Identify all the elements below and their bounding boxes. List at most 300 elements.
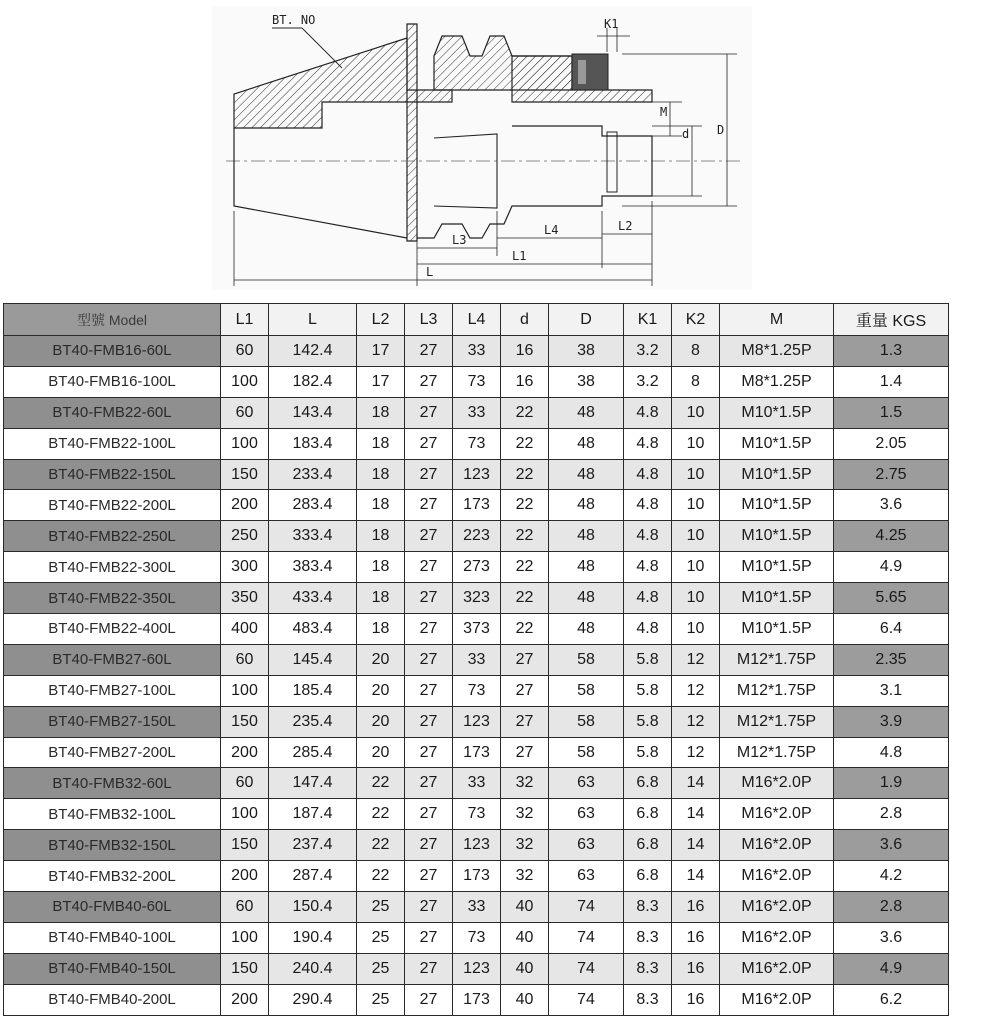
- cell-l2: 18: [357, 397, 405, 428]
- cell-k2: 16: [672, 953, 720, 984]
- cell-weight: 2.8: [834, 799, 949, 830]
- table-row: [4, 521, 949, 552]
- cell-l2: 25: [357, 922, 405, 953]
- key-block: [572, 54, 608, 90]
- table-row: [4, 799, 949, 830]
- table-row: [4, 768, 949, 799]
- cell-D: 63: [549, 768, 624, 799]
- cell-l1: 200: [221, 861, 269, 892]
- cell-d: 22: [501, 614, 549, 645]
- cell-m: M12*1.75P: [720, 675, 834, 706]
- table-row: [4, 614, 949, 645]
- cell-l4: 73: [453, 922, 501, 953]
- cell-l: 235.4: [269, 706, 357, 737]
- cell-weight: 3.6: [834, 490, 949, 521]
- cell-l4: 33: [453, 644, 501, 675]
- cell-l1: 300: [221, 552, 269, 583]
- cell-l3: 27: [405, 644, 453, 675]
- label-l: L: [426, 265, 434, 279]
- table-row: [4, 490, 949, 521]
- cell-weight: 4.9: [834, 552, 949, 583]
- table-row: [4, 397, 949, 428]
- cell-m: M10*1.5P: [720, 428, 834, 459]
- cell-model: BT40-FMB22-150L: [4, 459, 221, 490]
- cell-m: M16*2.0P: [720, 768, 834, 799]
- cell-k1: 4.8: [624, 521, 672, 552]
- cell-k2: 16: [672, 922, 720, 953]
- cell-weight: 3.1: [834, 675, 949, 706]
- lower-outline: [234, 126, 652, 238]
- cell-l2: 20: [357, 644, 405, 675]
- cell-l1: 200: [221, 984, 269, 1015]
- cell-m: M16*2.0P: [720, 984, 834, 1015]
- cell-weight: 4.25: [834, 521, 949, 552]
- cell-k2: 10: [672, 397, 720, 428]
- cell-l: 290.4: [269, 984, 357, 1015]
- cell-l4: 373: [453, 614, 501, 645]
- label-d: d: [682, 127, 690, 141]
- header-m: M: [720, 304, 834, 336]
- cell-l: 333.4: [269, 521, 357, 552]
- cell-m: M16*2.0P: [720, 892, 834, 923]
- cell-model: BT40-FMB27-200L: [4, 737, 221, 768]
- cell-D: 63: [549, 799, 624, 830]
- cell-D: 58: [549, 644, 624, 675]
- cell-m: M10*1.5P: [720, 521, 834, 552]
- cell-l1: 60: [221, 336, 269, 367]
- cell-model: BT40-FMB32-150L: [4, 830, 221, 861]
- table-row: [4, 922, 949, 953]
- table-row: [4, 706, 949, 737]
- header-k2: K2: [672, 304, 720, 336]
- cell-l: 237.4: [269, 830, 357, 861]
- cell-k1: 5.8: [624, 644, 672, 675]
- cell-k1: 3.2: [624, 366, 672, 397]
- cell-d: 22: [501, 397, 549, 428]
- cell-weight: 6.4: [834, 614, 949, 645]
- cell-k1: 5.8: [624, 706, 672, 737]
- cell-l3: 27: [405, 768, 453, 799]
- cell-l3: 27: [405, 706, 453, 737]
- cell-l4: 323: [453, 583, 501, 614]
- cell-k1: 8.3: [624, 953, 672, 984]
- cell-weight: 4.9: [834, 953, 949, 984]
- cell-l3: 27: [405, 552, 453, 583]
- header-l2: L2: [357, 304, 405, 336]
- cell-k2: 14: [672, 768, 720, 799]
- label-bt-no: BT. NO: [272, 13, 316, 27]
- cell-l3: 27: [405, 953, 453, 984]
- cell-l3: 27: [405, 614, 453, 645]
- cell-l2: 18: [357, 521, 405, 552]
- cell-D: 38: [549, 336, 624, 367]
- cell-l2: 25: [357, 892, 405, 923]
- cell-m: M10*1.5P: [720, 583, 834, 614]
- cell-k1: 4.8: [624, 614, 672, 645]
- cell-l1: 60: [221, 397, 269, 428]
- cell-weight: 4.8: [834, 737, 949, 768]
- cell-d: 32: [501, 768, 549, 799]
- cell-m: M10*1.5P: [720, 614, 834, 645]
- cell-D: 74: [549, 922, 624, 953]
- cell-model: BT40-FMB40-150L: [4, 953, 221, 984]
- cell-l3: 27: [405, 675, 453, 706]
- cell-l2: 22: [357, 830, 405, 861]
- cell-m: M8*1.25P: [720, 336, 834, 367]
- cell-l: 483.4: [269, 614, 357, 645]
- cell-weight: 1.9: [834, 768, 949, 799]
- cell-model: BT40-FMB27-150L: [4, 706, 221, 737]
- taper-section: [234, 38, 452, 128]
- cell-k2: 8: [672, 366, 720, 397]
- cell-l4: 173: [453, 984, 501, 1015]
- cell-l3: 27: [405, 397, 453, 428]
- cell-l3: 27: [405, 861, 453, 892]
- cell-k1: 4.8: [624, 583, 672, 614]
- cell-l2: 20: [357, 737, 405, 768]
- cell-l2: 17: [357, 366, 405, 397]
- cell-k2: 16: [672, 892, 720, 923]
- header-l: L: [269, 304, 357, 336]
- cell-l4: 33: [453, 892, 501, 923]
- cell-D: 48: [549, 397, 624, 428]
- cell-k1: 8.3: [624, 922, 672, 953]
- cell-model: BT40-FMB27-100L: [4, 675, 221, 706]
- cell-D: 74: [549, 953, 624, 984]
- cell-l3: 27: [405, 922, 453, 953]
- spec-table: [3, 303, 949, 1016]
- cell-k1: 6.8: [624, 768, 672, 799]
- cell-model: BT40-FMB40-200L: [4, 984, 221, 1015]
- cell-model: BT40-FMB27-60L: [4, 644, 221, 675]
- cell-d: 22: [501, 428, 549, 459]
- cell-l1: 400: [221, 614, 269, 645]
- cell-m: M16*2.0P: [720, 922, 834, 953]
- cell-l2: 18: [357, 459, 405, 490]
- cell-D: 48: [549, 552, 624, 583]
- cell-l: 143.4: [269, 397, 357, 428]
- cell-l: 233.4: [269, 459, 357, 490]
- cell-l2: 20: [357, 706, 405, 737]
- cell-model: BT40-FMB22-300L: [4, 552, 221, 583]
- cell-model: BT40-FMB22-250L: [4, 521, 221, 552]
- cell-l4: 223: [453, 521, 501, 552]
- cell-d: 22: [501, 490, 549, 521]
- cell-model: BT40-FMB32-60L: [4, 768, 221, 799]
- cell-l4: 73: [453, 675, 501, 706]
- cell-k1: 4.8: [624, 552, 672, 583]
- label-D: D: [717, 123, 725, 137]
- cell-k2: 12: [672, 737, 720, 768]
- cell-k2: 16: [672, 984, 720, 1015]
- cell-l2: 22: [357, 799, 405, 830]
- cell-k1: 5.8: [624, 737, 672, 768]
- label-k1: K1: [604, 17, 619, 31]
- cell-k2: 10: [672, 552, 720, 583]
- cell-D: 58: [549, 737, 624, 768]
- cell-D: 74: [549, 984, 624, 1015]
- header-model: 型號 Model: [4, 304, 221, 336]
- cell-k2: 14: [672, 799, 720, 830]
- cell-d: 22: [501, 521, 549, 552]
- cell-l: 433.4: [269, 583, 357, 614]
- tool-holder-drawing: [212, 6, 752, 290]
- flange-section: [407, 24, 417, 241]
- cell-l3: 27: [405, 366, 453, 397]
- header-d: d: [501, 304, 549, 336]
- cell-k2: 14: [672, 830, 720, 861]
- cell-l3: 27: [405, 428, 453, 459]
- cell-weight: 3.9: [834, 706, 949, 737]
- cell-l4: 123: [453, 459, 501, 490]
- cell-l: 142.4: [269, 336, 357, 367]
- inner-bore: [434, 134, 497, 208]
- cell-model: BT40-FMB40-100L: [4, 922, 221, 953]
- cell-l4: 173: [453, 490, 501, 521]
- table-row: [4, 830, 949, 861]
- label-m: M: [660, 105, 668, 119]
- cell-l3: 27: [405, 490, 453, 521]
- cell-weight: 1.4: [834, 366, 949, 397]
- cell-m: M12*1.75P: [720, 706, 834, 737]
- table-row: [4, 984, 949, 1015]
- cell-k2: 10: [672, 428, 720, 459]
- cell-D: 58: [549, 706, 624, 737]
- cell-l4: 273: [453, 552, 501, 583]
- cell-l2: 25: [357, 984, 405, 1015]
- cell-l2: 18: [357, 583, 405, 614]
- cell-k1: 5.8: [624, 675, 672, 706]
- cell-l4: 73: [453, 366, 501, 397]
- cell-l1: 150: [221, 953, 269, 984]
- cell-l3: 27: [405, 830, 453, 861]
- cell-k1: 6.8: [624, 830, 672, 861]
- cell-l2: 22: [357, 768, 405, 799]
- cell-weight: 3.6: [834, 830, 949, 861]
- cell-weight: 4.2: [834, 861, 949, 892]
- cell-model: BT40-FMB22-60L: [4, 397, 221, 428]
- cell-d: 32: [501, 830, 549, 861]
- cell-l2: 18: [357, 428, 405, 459]
- cell-l1: 100: [221, 799, 269, 830]
- cell-l4: 173: [453, 737, 501, 768]
- cell-d: 27: [501, 675, 549, 706]
- cell-l3: 27: [405, 336, 453, 367]
- cell-model: BT40-FMB32-100L: [4, 799, 221, 830]
- cell-k2: 12: [672, 644, 720, 675]
- cell-m: M10*1.5P: [720, 490, 834, 521]
- cell-l3: 27: [405, 892, 453, 923]
- table-row: [4, 583, 949, 614]
- table-header-row: [4, 304, 949, 336]
- cell-l2: 20: [357, 675, 405, 706]
- cell-D: 48: [549, 583, 624, 614]
- cell-l2: 17: [357, 336, 405, 367]
- cell-weight: 2.35: [834, 644, 949, 675]
- cell-l1: 150: [221, 459, 269, 490]
- cell-model: BT40-FMB22-100L: [4, 428, 221, 459]
- label-l2: L2: [618, 219, 633, 233]
- cell-k1: 4.8: [624, 428, 672, 459]
- cell-d: 22: [501, 459, 549, 490]
- table-row: [4, 892, 949, 923]
- cell-l2: 18: [357, 490, 405, 521]
- cell-l: 285.4: [269, 737, 357, 768]
- table-row: [4, 737, 949, 768]
- cell-d: 32: [501, 799, 549, 830]
- table-row: [4, 336, 949, 367]
- cell-weight: 3.6: [834, 922, 949, 953]
- cell-l3: 27: [405, 521, 453, 552]
- label-l3: L3: [452, 233, 467, 247]
- cell-d: 16: [501, 336, 549, 367]
- cell-l1: 100: [221, 922, 269, 953]
- cell-l2: 18: [357, 552, 405, 583]
- table-row: [4, 459, 949, 490]
- cell-D: 58: [549, 675, 624, 706]
- cell-k2: 12: [672, 706, 720, 737]
- cell-k2: 10: [672, 490, 720, 521]
- header-k1: K1: [624, 304, 672, 336]
- cell-m: M16*2.0P: [720, 799, 834, 830]
- cell-l: 187.4: [269, 799, 357, 830]
- cell-l1: 100: [221, 428, 269, 459]
- table-row: [4, 953, 949, 984]
- cell-D: 48: [549, 459, 624, 490]
- cell-l1: 60: [221, 768, 269, 799]
- cell-l3: 27: [405, 799, 453, 830]
- cell-k1: 3.2: [624, 336, 672, 367]
- cell-l: 287.4: [269, 861, 357, 892]
- cell-k2: 10: [672, 459, 720, 490]
- cell-l3: 27: [405, 737, 453, 768]
- cell-weight: 5.65: [834, 583, 949, 614]
- cell-l1: 350: [221, 583, 269, 614]
- cell-D: 48: [549, 490, 624, 521]
- cell-l: 190.4: [269, 922, 357, 953]
- cell-l4: 123: [453, 953, 501, 984]
- cell-l1: 60: [221, 892, 269, 923]
- cell-l: 185.4: [269, 675, 357, 706]
- cell-l3: 27: [405, 459, 453, 490]
- cell-l: 283.4: [269, 490, 357, 521]
- cell-m: M16*2.0P: [720, 953, 834, 984]
- cell-weight: 2.75: [834, 459, 949, 490]
- cell-D: 38: [549, 366, 624, 397]
- cell-l1: 150: [221, 706, 269, 737]
- cell-d: 27: [501, 737, 549, 768]
- header-l1: L1: [221, 304, 269, 336]
- cell-d: 27: [501, 644, 549, 675]
- cell-l1: 100: [221, 366, 269, 397]
- cell-k2: 10: [672, 521, 720, 552]
- cell-l: 182.4: [269, 366, 357, 397]
- cell-D: 48: [549, 521, 624, 552]
- cell-model: BT40-FMB22-350L: [4, 583, 221, 614]
- cell-k1: 4.8: [624, 490, 672, 521]
- cell-l1: 100: [221, 675, 269, 706]
- cell-l: 147.4: [269, 768, 357, 799]
- cell-D: 74: [549, 892, 624, 923]
- cell-k1: 6.8: [624, 861, 672, 892]
- cell-l1: 60: [221, 644, 269, 675]
- cell-d: 32: [501, 861, 549, 892]
- table-row: [4, 644, 949, 675]
- cell-model: BT40-FMB16-100L: [4, 366, 221, 397]
- cell-D: 63: [549, 861, 624, 892]
- cell-l4: 33: [453, 336, 501, 367]
- cell-l4: 73: [453, 799, 501, 830]
- table-row: [4, 428, 949, 459]
- header-D: D: [549, 304, 624, 336]
- cell-l1: 150: [221, 830, 269, 861]
- header-weight: 重量 KGS: [834, 304, 949, 336]
- cell-weight: 2.05: [834, 428, 949, 459]
- cell-D: 48: [549, 428, 624, 459]
- cell-weight: 2.8: [834, 892, 949, 923]
- cell-d: 22: [501, 583, 549, 614]
- header-l4: L4: [453, 304, 501, 336]
- cell-l: 240.4: [269, 953, 357, 984]
- cell-k2: 12: [672, 675, 720, 706]
- cell-d: 16: [501, 366, 549, 397]
- cell-d: 40: [501, 984, 549, 1015]
- cell-m: M10*1.5P: [720, 459, 834, 490]
- cell-l: 145.4: [269, 644, 357, 675]
- cell-d: 40: [501, 892, 549, 923]
- cell-k2: 14: [672, 861, 720, 892]
- cell-model: BT40-FMB16-60L: [4, 336, 221, 367]
- cell-k2: 10: [672, 614, 720, 645]
- cell-l4: 73: [453, 428, 501, 459]
- cell-l4: 33: [453, 397, 501, 428]
- cell-l4: 123: [453, 830, 501, 861]
- table-row: [4, 552, 949, 583]
- cell-model: BT40-FMB32-200L: [4, 861, 221, 892]
- cell-model: BT40-FMB22-400L: [4, 614, 221, 645]
- cell-l: 383.4: [269, 552, 357, 583]
- cell-l4: 173: [453, 861, 501, 892]
- cell-D: 48: [549, 614, 624, 645]
- cell-k1: 4.8: [624, 397, 672, 428]
- table-row: [4, 366, 949, 397]
- cell-d: 22: [501, 552, 549, 583]
- cell-weight: 1.5: [834, 397, 949, 428]
- cell-k1: 4.8: [624, 459, 672, 490]
- cell-l3: 27: [405, 984, 453, 1015]
- cell-m: M12*1.75P: [720, 737, 834, 768]
- label-l4: L4: [544, 223, 559, 237]
- cell-d: 27: [501, 706, 549, 737]
- cell-m: M8*1.25P: [720, 366, 834, 397]
- cell-l4: 33: [453, 768, 501, 799]
- cell-model: BT40-FMB40-60L: [4, 892, 221, 923]
- table-row: [4, 861, 949, 892]
- cell-l: 150.4: [269, 892, 357, 923]
- cell-k2: 10: [672, 583, 720, 614]
- cell-D: 63: [549, 830, 624, 861]
- cell-m: M16*2.0P: [720, 861, 834, 892]
- table-row: [4, 675, 949, 706]
- cell-m: M16*2.0P: [720, 830, 834, 861]
- cell-m: M10*1.5P: [720, 397, 834, 428]
- cell-k2: 8: [672, 336, 720, 367]
- cell-m: M10*1.5P: [720, 552, 834, 583]
- cell-d: 40: [501, 922, 549, 953]
- cell-l2: 25: [357, 953, 405, 984]
- cell-m: M12*1.75P: [720, 644, 834, 675]
- cell-weight: 1.3: [834, 336, 949, 367]
